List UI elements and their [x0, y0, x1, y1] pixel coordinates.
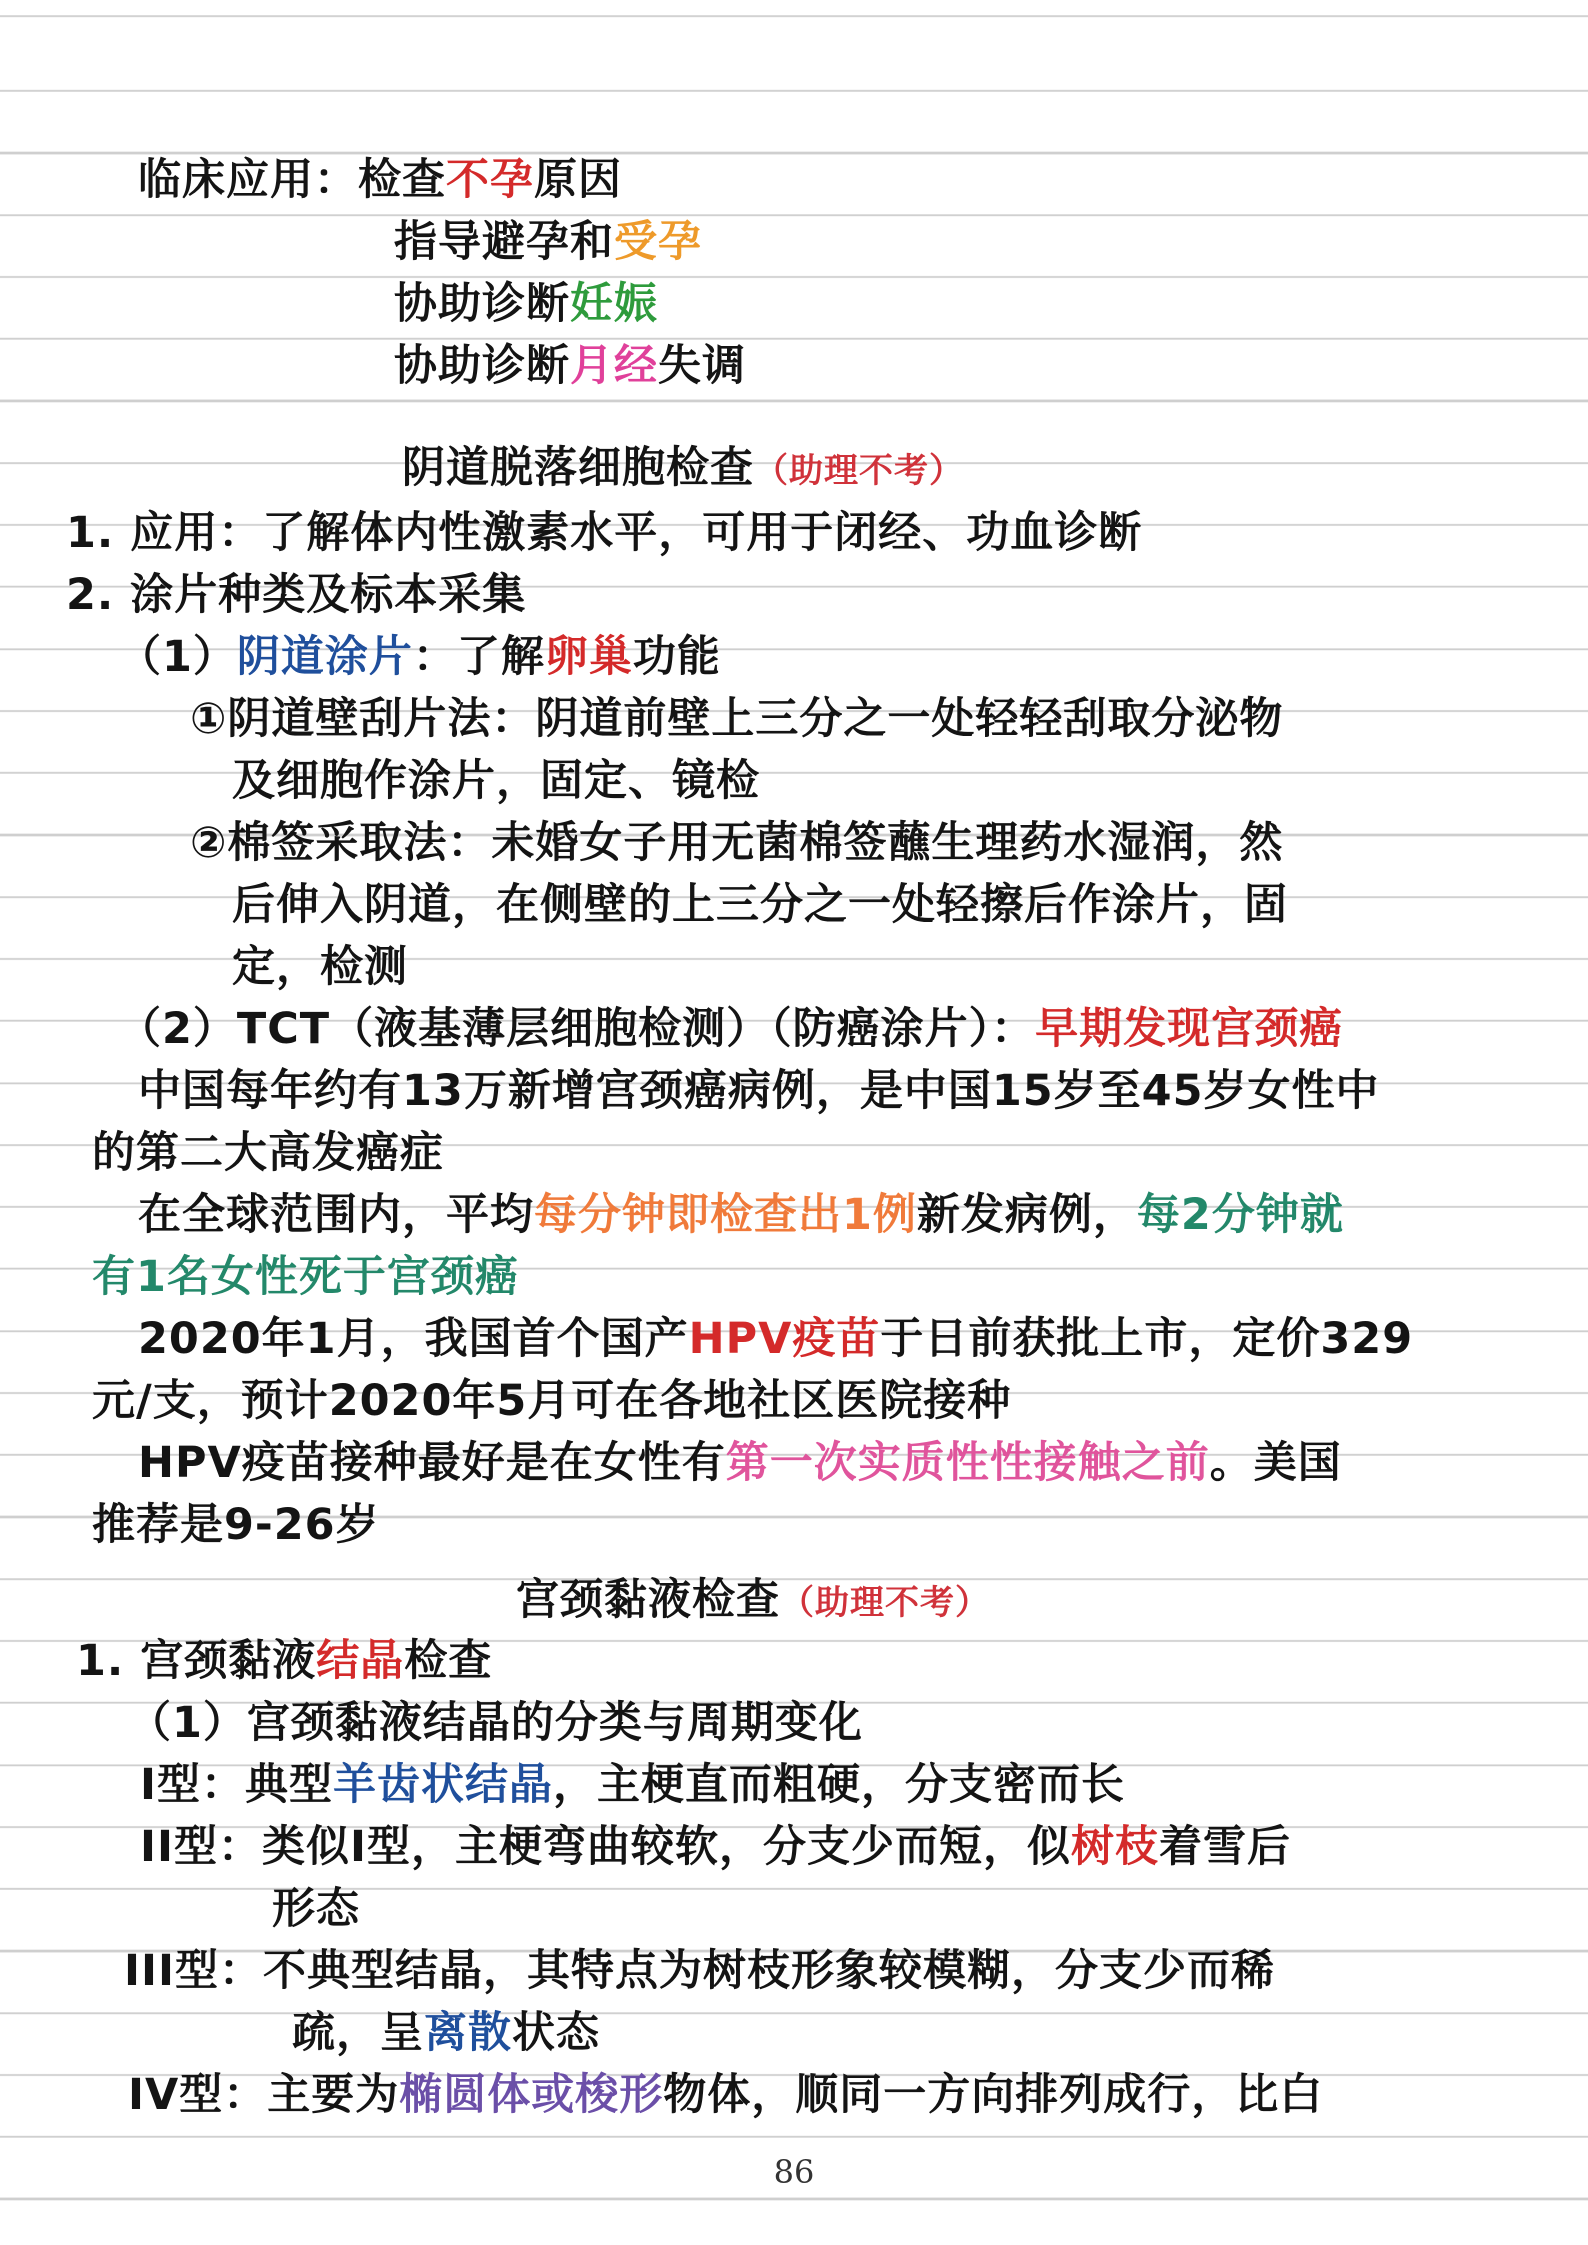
swab-method-3: 定，检测: [232, 942, 408, 992]
exam-note: （助理不考）: [754, 451, 964, 491]
scraping-method-2: 及细胞作涂片，固定、镜检: [232, 756, 760, 806]
vaginal-sub-1: （1）阴道涂片：了解卵巢功能: [118, 632, 721, 682]
scraping-method-1: ①阴道壁刮片法：阴道前壁上三分之一处轻轻刮取分泌物: [190, 694, 1284, 744]
cancer-line-2: 的第二大高发癌症: [92, 1128, 444, 1178]
hpv-line-1: 2020年1月，我国首个国产HPV疫苗于日前获批上市，定价329: [138, 1314, 1414, 1364]
page-number: 86: [773, 2153, 815, 2191]
crystal-type-2: II型：类似I型，主梗弯曲较软，分支少而短，似树枝着雪后: [140, 1822, 1291, 1872]
cancer-line-1: 中国每年约有13万新增宫颈癌病例，是中国15岁至45岁女性中: [138, 1066, 1380, 1116]
cervical-point-1: 1. 宫颈黏液结晶检查: [76, 1636, 493, 1686]
crystal-type-3: III型：不典型结晶，其特点为树枝形象较模糊，分支少而稀: [124, 1946, 1275, 1996]
exam-note: （助理不考）: [780, 1583, 990, 1623]
clinical-line-2: 指导避孕和受孕: [394, 217, 702, 267]
vaginal-sub-2: （2）TCT（液基薄层细胞检测）（防癌涂片）：早期发现宫颈癌: [118, 1004, 1344, 1054]
crystal-type-1: I型：典型羊齿状结晶，主梗直而粗硬，分支密而长: [140, 1760, 1125, 1810]
clinical-label: 临床应用：: [138, 155, 358, 205]
cancer-line-4: 有1名女性死于宫颈癌: [92, 1252, 519, 1302]
hpv-line-4: 推荐是9-26岁: [92, 1500, 380, 1550]
crystal-type-4: IV型：主要为椭圆体或梭形物体，顺同一方向排列成行，比白: [128, 2070, 1324, 2120]
vaginal-point-1: 1. 应用：了解体内性激素水平，可用于闭经、功血诊断: [66, 508, 1143, 558]
cancer-line-3: 在全球范围内，平均每分钟即检查出1例新发病例，每2分钟就: [138, 1190, 1344, 1240]
clinical-line-1: 临床应用：检查不孕原因: [138, 155, 622, 205]
swab-method-1: ②棉签采取法：未婚女子用无菌棉签蘸生理药水湿润，然: [190, 818, 1284, 868]
clinical-line-4: 协助诊断月经失调: [394, 341, 746, 391]
swab-method-2: 后伸入阴道，在侧壁的上三分之一处轻擦后作涂片，固: [232, 880, 1288, 930]
hpv-line-2: 元/支，预计2020年5月可在各地社区医院接种: [92, 1376, 1012, 1426]
crystal-type-3-cont: 疏，呈离散状态: [292, 2008, 600, 2058]
vaginal-point-2: 2. 涂片种类及标本采集: [66, 570, 527, 620]
clinical-line-3: 协助诊断妊娠: [394, 279, 658, 329]
crystal-type-2-cont: 形态: [272, 1884, 360, 1934]
cervical-heading: 宫颈黏液检查（助理不考）: [516, 1575, 990, 1625]
hpv-line-3: HPV疫苗接种最好是在女性有第一次实质性性接触之前。美国: [138, 1438, 1342, 1488]
cervical-sub-1: （1）宫颈黏液结晶的分类与周期变化: [128, 1698, 863, 1748]
vaginal-heading: 阴道脱落细胞检查（助理不考）: [402, 443, 964, 493]
